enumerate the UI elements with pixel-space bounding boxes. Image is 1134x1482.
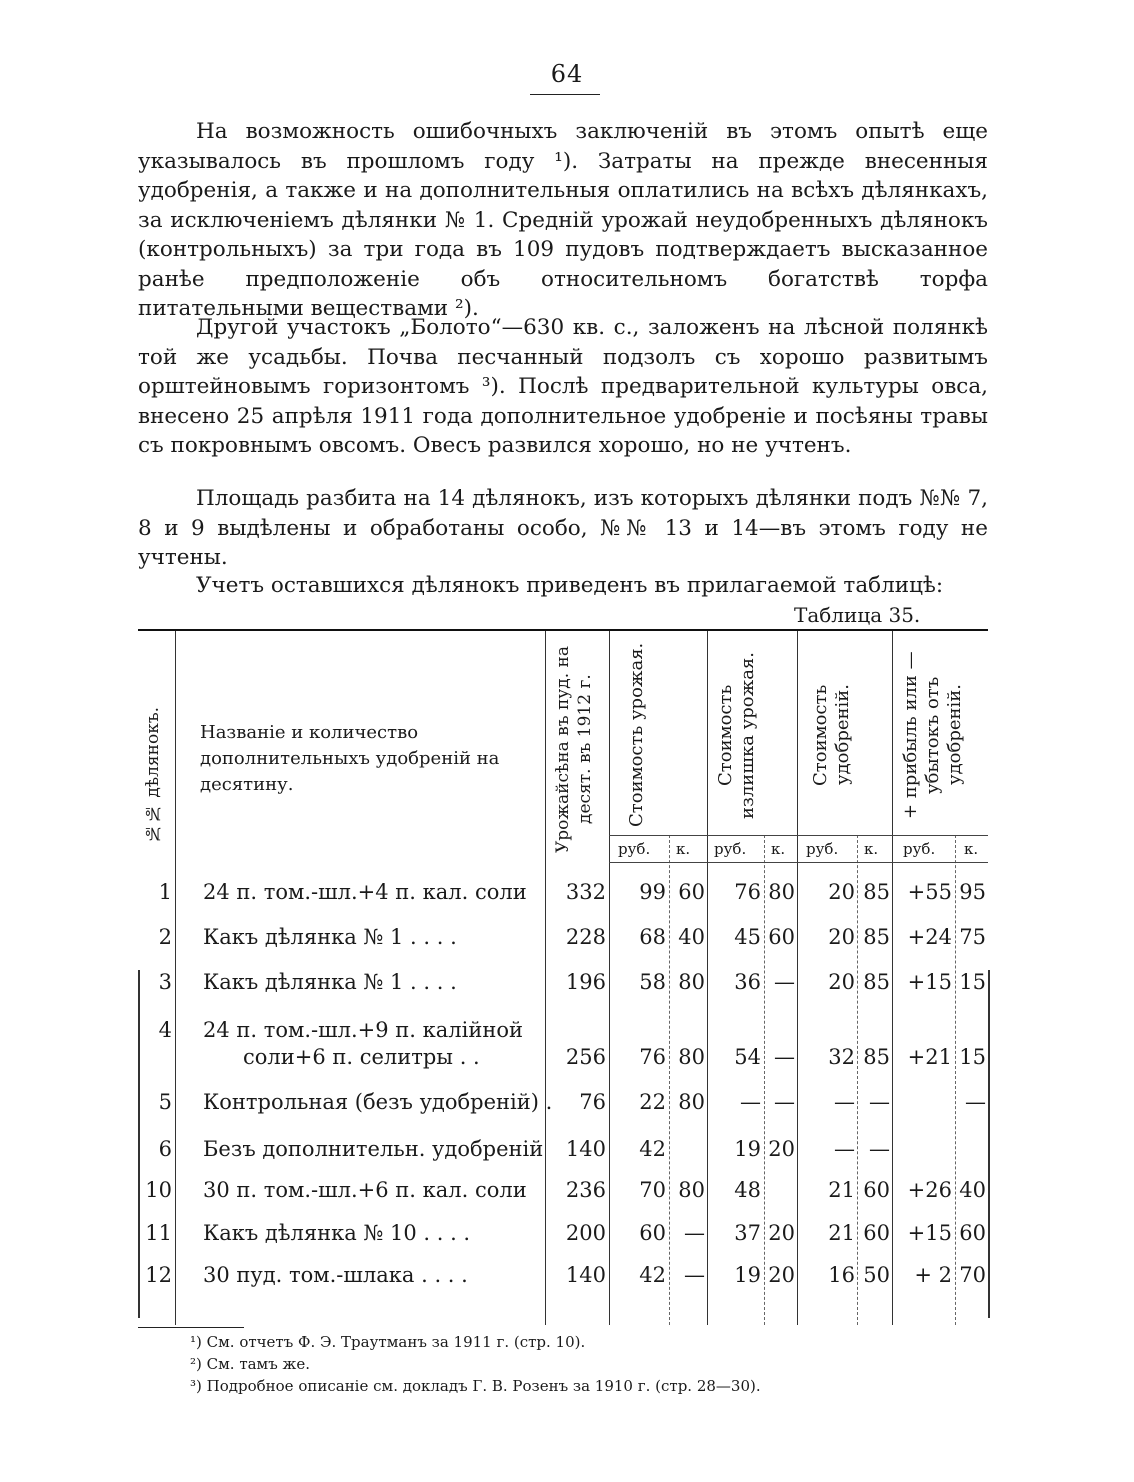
cell-c1r: 76 — [639, 1045, 666, 1069]
cell-c2k: — — [774, 1045, 795, 1069]
cell-c1k: — — [684, 1263, 705, 1287]
cell-c4k: 15 — [959, 1045, 986, 1069]
header-fertilizer: Названіе и количество дополнительныхъ удобреній на десятину. — [200, 722, 500, 795]
cell-c2r: 36 — [734, 970, 761, 994]
cell-c1k: 80 — [678, 970, 705, 994]
cell-c4r: + 2 — [914, 1263, 952, 1287]
cell-no: 11 — [145, 1221, 172, 1245]
footnote-3: ³) Подробное описаніе см. докладъ Г. В. Розенъ за 1910 г. (стр. 28—30). — [190, 1377, 761, 1395]
cell-c3r: 20 — [828, 970, 855, 994]
table-row — [0, 970, 1134, 1020]
unit-rub: руб. — [714, 840, 747, 858]
cell-no: 4 — [158, 1018, 172, 1042]
header-plot-no: №№ дѣлянокъ. — [143, 706, 163, 844]
cell-fertilizer: Какъ дѣлянка № 10 . . . . — [203, 1221, 471, 1245]
cell-c4k: 60 — [959, 1221, 986, 1245]
cell-c3r: 20 — [828, 880, 855, 904]
cell-c2r: 76 — [734, 880, 761, 904]
table-caption: Таблица 35. — [794, 603, 921, 627]
cell-c1r: 70 — [639, 1178, 666, 1202]
footnotes — [190, 1331, 761, 1397]
cell-c2k: — — [774, 1090, 795, 1114]
cell-c2r: 45 — [734, 925, 761, 949]
cell-yield: 76 — [579, 1090, 606, 1114]
cell-c2r: 54 — [734, 1045, 761, 1069]
cell-yield: 196 — [565, 970, 606, 994]
cell-c3k: 50 — [863, 1263, 890, 1287]
cell-fertilizer: Контрольная (безъ удобреній) . — [203, 1090, 553, 1114]
cell-c1r: 60 — [639, 1221, 666, 1245]
cell-c3k: 85 — [863, 970, 890, 994]
cell-fertilizer: 24 п. том.-шл.+9 п. калійной — [203, 1018, 523, 1042]
cell-c1r: 58 — [639, 970, 666, 994]
header-surplus-cost: Стоимость излишка урожая. — [715, 651, 758, 819]
cell-fertilizer: 24 п. том.-шл.+4 п. кал. соли — [203, 880, 527, 904]
cell-c1k: 80 — [678, 1045, 705, 1069]
cell-c1k: 60 — [678, 880, 705, 904]
cell-fertilizer: 30 п. том.-шл.+6 п. кал. соли — [203, 1178, 527, 1202]
cell-c4r: +26 — [907, 1178, 952, 1202]
paragraph-2 — [138, 313, 988, 461]
cell-c2k: 20 — [768, 1263, 795, 1287]
cell-c2r: — — [740, 1090, 761, 1114]
cell-c3r: 21 — [828, 1221, 855, 1245]
unit-kop: к. — [771, 840, 786, 858]
cell-c1r: 68 — [639, 925, 666, 949]
cell-fertilizer: Безъ дополнительн. удобреній — [203, 1137, 544, 1161]
cell-c3k: 85 — [863, 925, 890, 949]
cell-c1r: 42 — [639, 1263, 666, 1287]
cell-c4r: +15 — [907, 1221, 952, 1245]
cell-c1k: 80 — [678, 1090, 705, 1114]
table-top-rule — [138, 629, 988, 631]
paragraph-4-text: Учетъ оставшихся дѣлянокъ приведенъ въ прилагаемой таблицѣ: — [196, 573, 944, 598]
cell-c3r: 16 — [828, 1263, 855, 1287]
cell-c3k: 85 — [863, 880, 890, 904]
cell-c1k: — — [684, 1221, 705, 1245]
cell-yield: 140 — [565, 1137, 606, 1161]
header-yield: Урожайсѣна въ пуд. на десят. въ 1912 г. — [553, 645, 595, 853]
footnote-rule — [138, 1327, 244, 1328]
page-number-rule — [530, 94, 600, 95]
cell-no: 3 — [158, 970, 172, 994]
cell-c3k: 60 — [863, 1221, 890, 1245]
table-row — [0, 925, 1134, 975]
header-bottom-rule — [609, 862, 988, 863]
cell-c1r: 22 — [639, 1090, 666, 1114]
cell-yield: 256 — [565, 1045, 606, 1069]
paragraph-2-text: Другой участокъ „Болото“—630 кв. с., заложенъ на лѣсной полянкѣ той же усадьбы. Почва песчанный подзолъ съ хорошо развитымъ орштейновымъ горизонтомъ ³). Послѣ предварительной культуры овса, внесено 25 апрѣля 1911 года дополнительное удобреніе и посѣяны травы съ покровнымъ овсомъ. Овесъ развился хорошо, но не учтенъ. — [138, 315, 988, 458]
cell-c4k: 95 — [959, 880, 986, 904]
cell-fertilizer: Какъ дѣлянка № 1 . . . . — [203, 970, 457, 994]
footnote-2: ²) См. тамъ же. — [190, 1355, 310, 1373]
table-row — [0, 880, 1134, 930]
cell-fertilizer: соли+6 п. селитры . . — [243, 1045, 480, 1069]
cell-fertilizer: 30 пуд. том.-шлака . . . . — [203, 1263, 468, 1287]
unit-rub: руб. — [618, 840, 651, 858]
cell-c1r: 42 — [639, 1137, 666, 1161]
unit-rub: руб. — [806, 840, 839, 858]
cell-c4k: — — [965, 1090, 986, 1114]
cell-no: 12 — [145, 1263, 172, 1287]
cell-c1k: 40 — [678, 925, 705, 949]
cell-c4k: 70 — [959, 1263, 986, 1287]
paragraph-1-text: На возможность ошибочныхъ заключеній въ этомъ опытѣ еще указывалось въ прошломъ году ¹). Затраты на прежде внесенныя удобренія, а также и на дополнительныя оплатились на всѣхъ дѣлянкахъ, за исключеніемъ дѣлянки № 1. Средній урожай неудобренныхъ дѣлянокъ (контрольныхъ) за три года въ 109 пудовъ подтверждаетъ высказанное ранѣе предположеніе объ относительномъ богатствѣ торфа питательными веществами ²). — [138, 119, 988, 321]
cell-fertilizer: Какъ дѣлянка № 1 . . . . — [203, 925, 457, 949]
table-row — [0, 1263, 1134, 1313]
cell-c2r: 48 — [734, 1178, 761, 1202]
cell-yield: 140 — [565, 1263, 606, 1287]
paragraph-3-text: Площадь разбита на 14 дѣлянокъ, изъ которыхъ дѣлянки подъ №№ 7, 8 и 9 выдѣлены и обработаны особо, №№ 13 и 14—въ этомъ году не учтены. — [138, 486, 988, 570]
cell-c4k: 15 — [959, 970, 986, 994]
cell-c3k: — — [869, 1137, 890, 1161]
cell-c2k: 80 — [768, 880, 795, 904]
header-harvest-cost: Стоимость урожая. — [626, 642, 647, 828]
paragraph-4 — [138, 571, 988, 601]
cell-c3k: 85 — [863, 1045, 890, 1069]
cell-no: 5 — [158, 1090, 172, 1114]
header-subrule — [609, 835, 988, 836]
table-row — [0, 1018, 1134, 1068]
cell-c3k: — — [869, 1090, 890, 1114]
cell-c3r: 21 — [828, 1178, 855, 1202]
cell-c1k: 80 — [678, 1178, 705, 1202]
cell-c2k: — — [774, 970, 795, 994]
cell-c4r: +55 — [907, 880, 952, 904]
cell-c4k: 75 — [959, 925, 986, 949]
table-row — [0, 1090, 1134, 1140]
cell-c4r: +21 — [907, 1045, 952, 1069]
cell-c4k: 40 — [959, 1178, 986, 1202]
cell-c3r: 20 — [828, 925, 855, 949]
cell-no: 10 — [145, 1178, 172, 1202]
cell-c3r: — — [834, 1090, 855, 1114]
unit-kop: к. — [964, 840, 979, 858]
paragraph-1 — [138, 117, 988, 324]
cell-c3r: 32 — [828, 1045, 855, 1069]
unit-rub: руб. — [903, 840, 936, 858]
cell-c1r: 99 — [639, 880, 666, 904]
cell-c2r: 19 — [734, 1263, 761, 1287]
footnote-1: ¹) См. отчетъ Ф. Э. Траутманъ за 1911 г. (стр. 10). — [190, 1333, 586, 1351]
header-fert-cost: Стоимость удобреній. — [810, 684, 853, 786]
cell-c2r: 37 — [734, 1221, 761, 1245]
page-number: 64 — [550, 60, 584, 88]
cell-yield: 236 — [565, 1178, 606, 1202]
cell-yield: 332 — [565, 880, 606, 904]
cell-yield: 200 — [565, 1221, 606, 1245]
cell-no: 1 — [158, 880, 172, 904]
cell-no: 6 — [158, 1137, 172, 1161]
cell-c4r: +24 — [907, 925, 952, 949]
cell-c3r: — — [834, 1137, 855, 1161]
cell-c4r: +15 — [907, 970, 952, 994]
cell-c2r: 19 — [734, 1137, 761, 1161]
paragraph-3 — [138, 484, 988, 573]
cell-c2k: 60 — [768, 925, 795, 949]
cell-c3k: 60 — [863, 1178, 890, 1202]
unit-kop: к. — [676, 840, 691, 858]
unit-kop: к. — [864, 840, 879, 858]
header-profit: + прибыль или — убытокъ отъ удобреній. — [900, 651, 965, 819]
cell-no: 2 — [158, 925, 172, 949]
cell-yield: 228 — [565, 925, 606, 949]
cell-c2k: 20 — [768, 1221, 795, 1245]
cell-c2k: 20 — [768, 1137, 795, 1161]
